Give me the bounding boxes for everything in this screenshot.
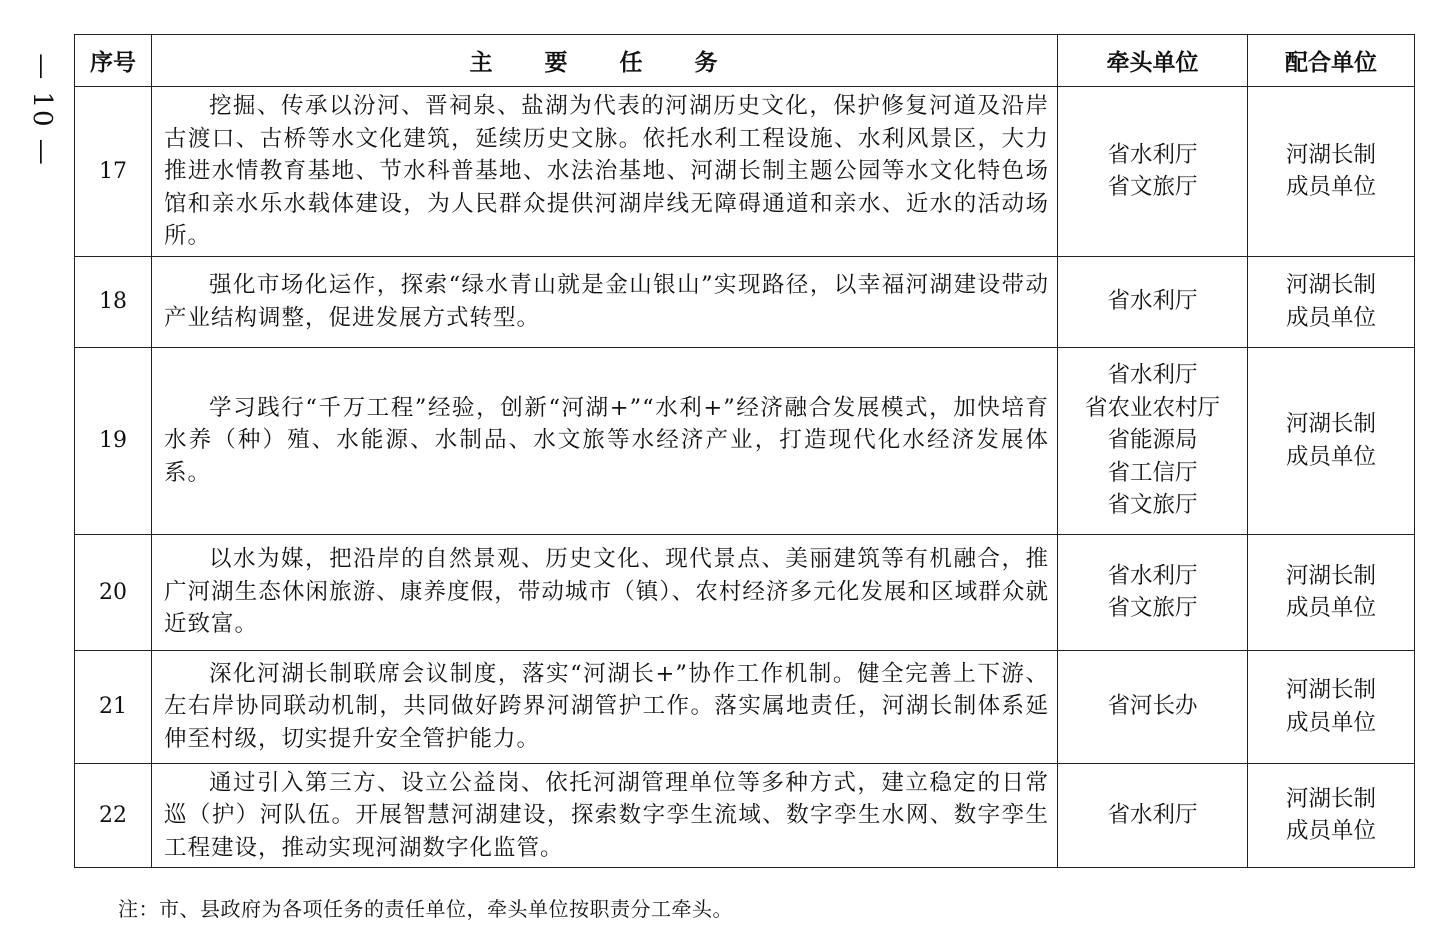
row-index: 21 [75,650,152,763]
table-row [75,87,1415,257]
cooperate-unit: 河湖长制 [1285,785,1376,812]
task-table [74,34,1415,868]
cooperate-unit: 成员单位 [1285,595,1376,621]
lead-unit: 省水利厅 [1107,141,1198,168]
footnote: 注：市、县政府为各项任务的责任单位，牵头单位按职责分工牵头。 [118,897,733,921]
row-cooperate-units [1248,763,1415,868]
row-index: 18 [75,256,152,347]
row-lead-units [1058,87,1248,257]
cooperate-unit: 成员单位 [1285,174,1376,201]
cooperate-unit: 成员单位 [1285,818,1376,845]
row-lead-units [1058,650,1248,763]
lead-unit: 省水利厅 [1107,562,1198,589]
header-cooperate-unit: 配合单位 [1248,35,1415,87]
cooperate-unit: 成员单位 [1285,443,1376,470]
lead-unit: 省河长办 [1107,693,1198,720]
row-lead-units [1058,256,1248,347]
row-lead-units [1058,347,1248,534]
row-cooperate-units [1248,650,1415,763]
header-task-label: 主 要 任 务 [469,50,740,76]
row-task: 通过引入第三方、设立公益岗、依托河湖管理单位等多种方式，建立稳定的日常巡（护）河队伍。开展智慧河湖建设，探索数字孪生流域、数字孪生水网、数字孪生工程建设，推动实现河湖数字化监管。 [152,763,1058,868]
cooperate-unit: 河湖长制 [1285,562,1376,589]
table-header-row [75,35,1415,87]
header-index: 序号 [75,35,152,87]
row-task: 强化市场化运作，探索“绿水青山就是金山银山”实现路径，以幸福河湖建设带动产业结构调整，促进发展方式转型。 [152,256,1058,347]
page-number [20,40,64,180]
lead-unit: 省工信厅 [1107,459,1198,486]
lead-unit: 省文旅厅 [1107,174,1198,201]
row-cooperate-units [1248,534,1415,650]
row-task: 以水为媒，把沿岸的自然景观、历史文化、现代景点、美丽建筑等有机融合，推广河湖生态休闲旅游、康养度假，带动城市（镇）、农村经济多元化发展和区域群众就近致富。 [152,534,1058,650]
row-task: 深化河湖长制联席会议制度，落实“河湖长+”协作工作机制。健全完善上下游、左右岸协同联动机制，共同做好跨界河湖管护工作。落实属地责任，河湖长制体系延伸至村级，切实提升安全管护能力。 [152,650,1058,763]
row-cooperate-units [1248,87,1415,257]
table-row [75,763,1415,868]
table-row [75,347,1415,534]
cooperate-unit: 河湖长制 [1285,141,1376,168]
cooperate-unit: 河湖长制 [1285,677,1376,703]
lead-unit: 省水利厅 [1107,288,1198,315]
cooperate-unit: 河湖长制 [1285,411,1376,437]
table-row [75,256,1415,347]
lead-unit: 省农业农村厅 [1084,394,1220,421]
row-task: 学习践行“千万工程”经验，创新“河湖+”“水利+”经济融合发展模式，加快培育水养（种）殖、水能源、水制品、水文旅等水经济产业，打造现代化水经济发展体系。 [152,347,1058,534]
row-lead-units [1058,534,1248,650]
lead-unit: 省文旅厅 [1107,595,1198,621]
header-lead-unit: 牵头单位 [1058,35,1248,87]
row-cooperate-units [1248,256,1415,347]
row-cooperate-units [1248,347,1415,534]
row-lead-units [1058,763,1248,868]
header-task [152,35,1058,87]
lead-unit: 省水利厅 [1107,362,1198,389]
row-index: 19 [75,347,152,534]
row-task: 挖掘、传承以汾河、晋祠泉、盐湖为代表的河湖历史文化，保护修复河道及沿岸古渡口、古桥等水文化建筑，延续历史文脉。依托水利工程设施、水利风景区，大力推进水情教育基地、节水科普基地、水法治基地、河湖长制主题公园等水文化特色场馆和亲水乐水载体建设，为人民群众提供河湖岸线无障碍通道和亲水、近水的活动场所。 [152,87,1058,257]
cooperate-unit: 成员单位 [1285,709,1376,736]
table-row [75,650,1415,763]
row-index: 17 [75,87,152,257]
cooperate-unit: 河湖长制 [1285,272,1376,298]
page-number-text: — 10 — [27,53,57,167]
lead-unit: 省水利厅 [1107,802,1198,828]
lead-unit: 省文旅厅 [1107,492,1198,519]
lead-unit: 省能源局 [1107,427,1198,454]
cooperate-unit: 成员单位 [1285,304,1376,331]
row-index: 22 [75,763,152,868]
table-row [75,534,1415,650]
row-index: 20 [75,534,152,650]
